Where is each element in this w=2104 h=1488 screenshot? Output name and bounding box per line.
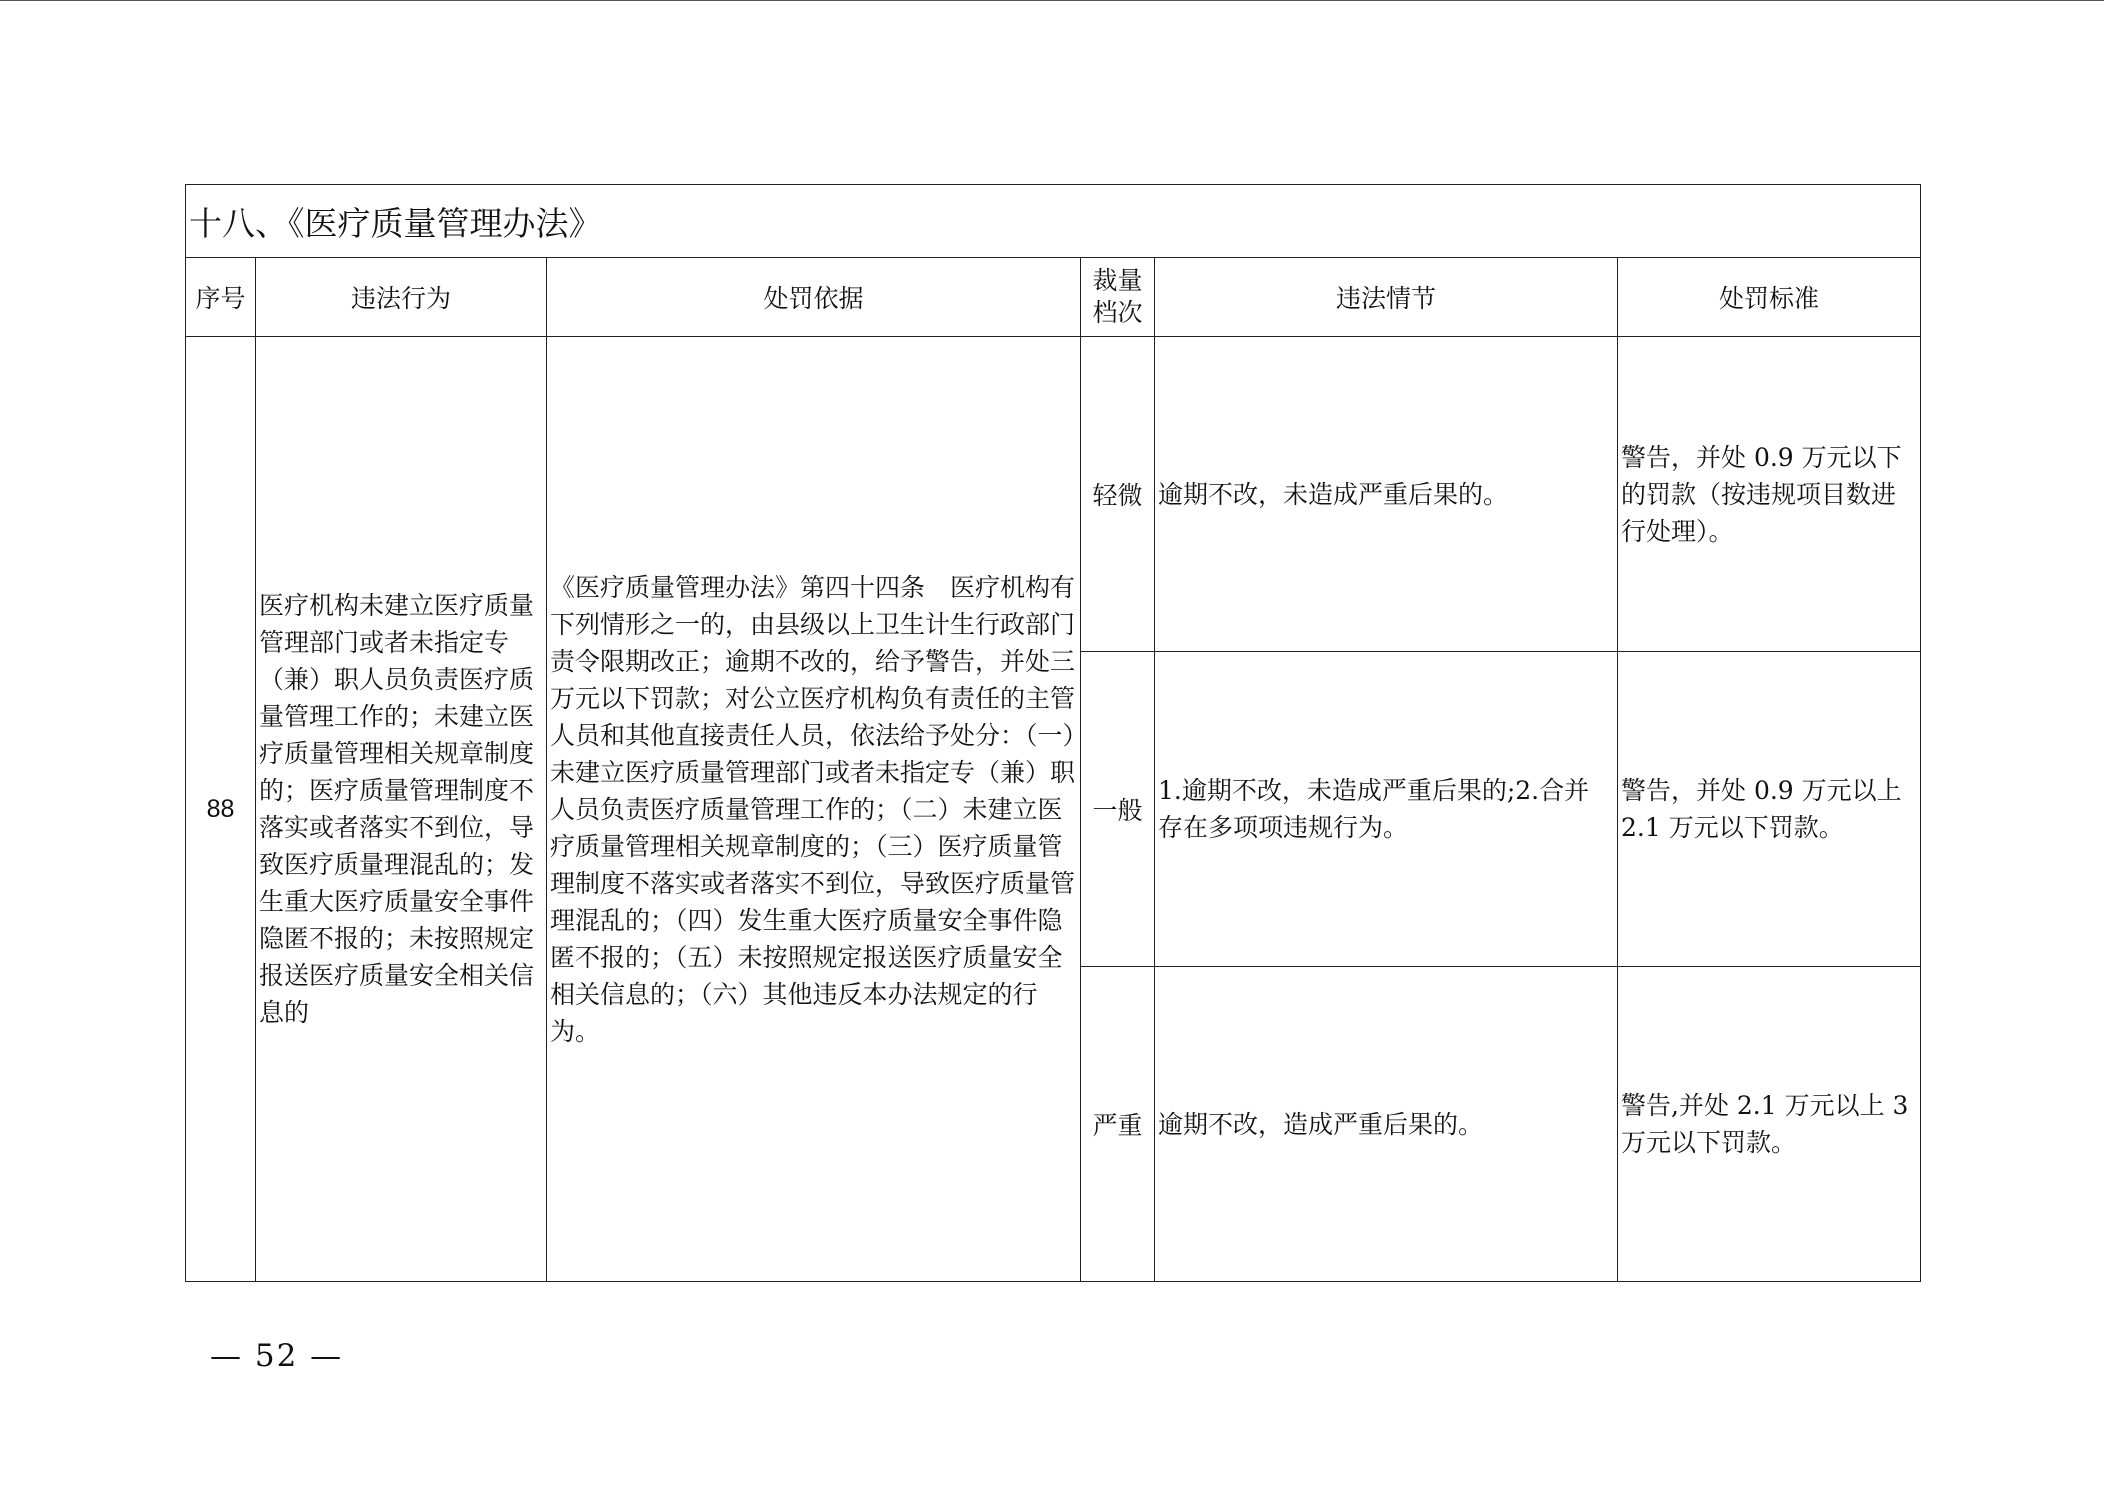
row-seq: 88 [186, 337, 256, 1282]
header-standard: 处罚标准 [1618, 258, 1921, 337]
row-basis: 《医疗质量管理办法》第四十四条 医疗机构有下列情形之一的，由县级以上卫生计生行政部门责令限期改正；逾期不改的，给予警告，并处三万元以下罚款；对公立医疗机构负有责任的主管人员和其他直接责任人员，依法给予处分：（一）未建立医疗质量管理部门或者未指定专（兼）职人员负责医疗质量管理工作的；（二）未建立医疗质量管理相关规章制度的；（三）医疗质量管理制度不落实或者落实不到位，导致医疗质量管理混乱的；（四）发生重大医疗质量安全事件隐匿不报的；（五）未按照规定报送医疗质量安全相关信息的；（六）其他违反本办法规定的行为。 [547, 337, 1081, 1282]
tier-level-minor: 轻微 [1081, 337, 1155, 652]
penalty-table [185, 184, 1921, 1282]
header-level: 裁量档次 [1081, 258, 1155, 337]
tier-level-general: 一般 [1081, 652, 1155, 967]
row-behavior: 医疗机构未建立医疗质量管理部门或者未指定专（兼）职人员负责医疗质量管理工作的；未建立医疗质量管理相关规章制度的；医疗质量管理制度不落实或者落实不到位，导致医疗质量理混乱的；发生重大医疗质量安全事件隐匿不报的；未按照规定报送医疗质量安全相关信息的 [256, 337, 547, 1282]
tier-standard-general: 警告，并处 0.9 万元以上 2.1 万元以下罚款。 [1618, 652, 1921, 967]
table-title: 十八、《医疗质量管理办法》 [186, 185, 1921, 258]
tier-standard-minor: 警告，并处 0.9 万元以下的罚款（按违规项目数进行处理）。 [1618, 337, 1921, 652]
header-behavior: 违法行为 [256, 258, 547, 337]
tier-standard-serious: 警告,并处 2.1 万元以上 3 万元以下罚款。 [1618, 967, 1921, 1282]
top-border-line [0, 0, 2104, 1]
tier-circumstance-minor: 逾期不改，未造成严重后果的。 [1155, 337, 1618, 652]
tier-level-serious: 严重 [1081, 967, 1155, 1282]
header-basis: 处罚依据 [547, 258, 1081, 337]
page-number: — 52 — [210, 1338, 344, 1374]
tier-circumstance-serious: 逾期不改，造成严重后果的。 [1155, 967, 1618, 1282]
header-seq: 序号 [186, 258, 256, 337]
header-circumstance: 违法情节 [1155, 258, 1618, 337]
tier-circumstance-general: 1.逾期不改，未造成严重后果的;2.合并存在多项项违规行为。 [1155, 652, 1618, 967]
